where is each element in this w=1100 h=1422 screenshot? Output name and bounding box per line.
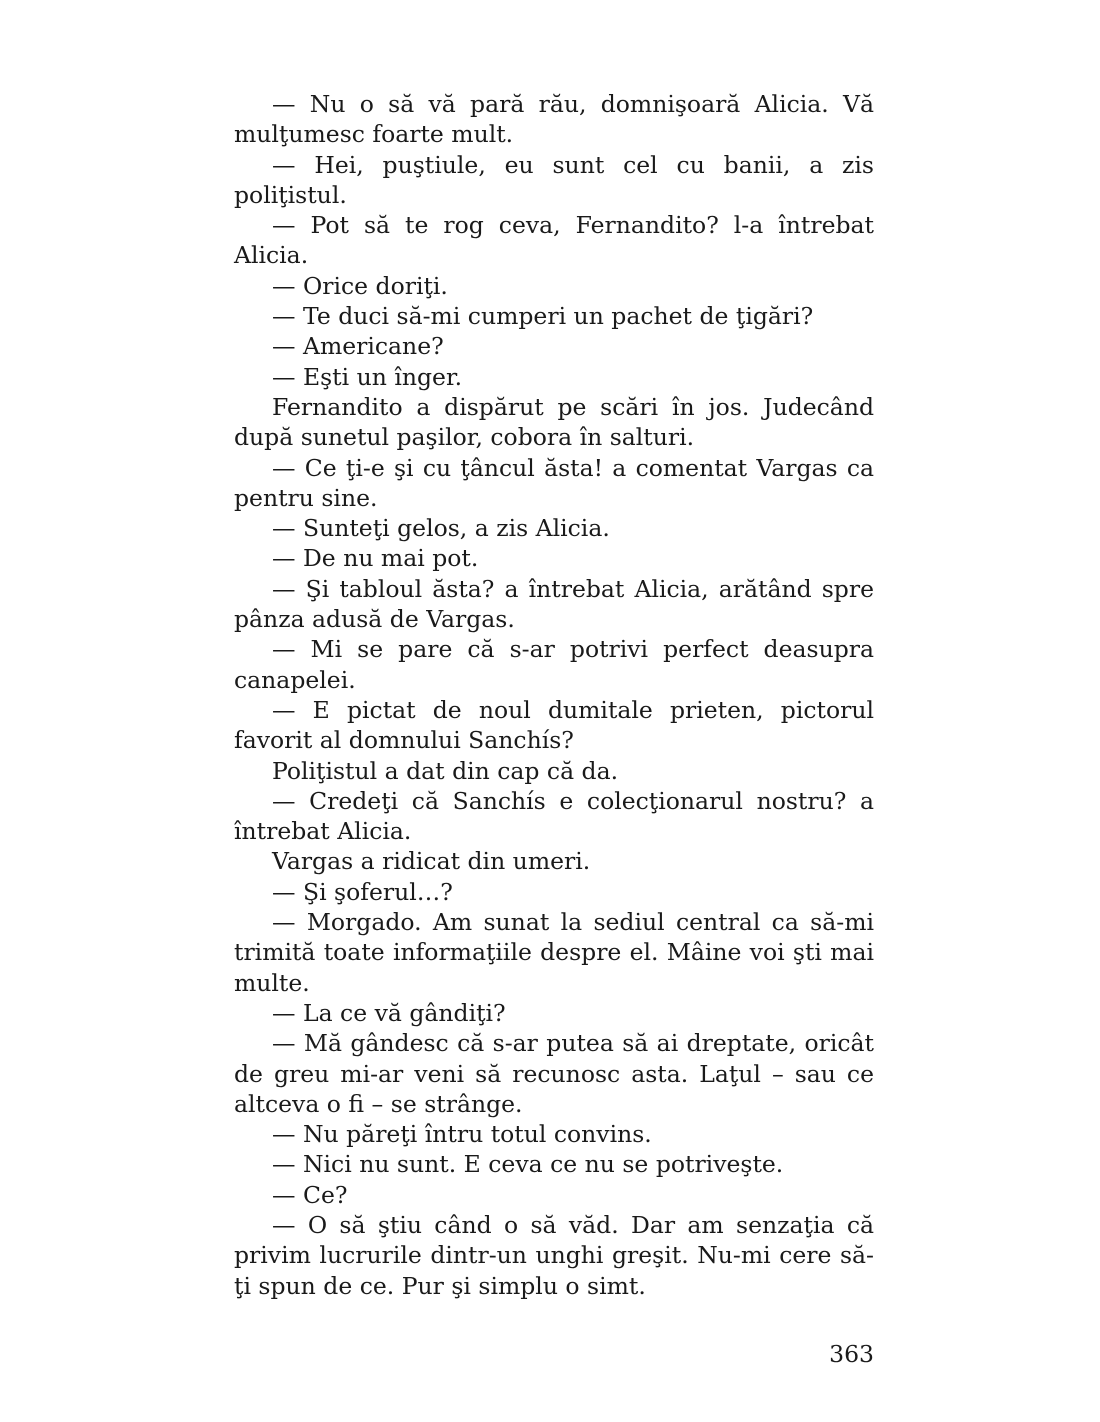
paragraph: — Ce? xyxy=(272,1180,348,1209)
paragraph: — O să ştiu când o să văd. Dar am senzaţia că privim lucrurile dintr-un unghi greşit. Nu-mi cere să-ţi spun de ce. Pur şi simplu o simt. xyxy=(234,1210,874,1300)
paragraph: — Nici nu sunt. E ceva ce nu se potriveşte. xyxy=(272,1150,784,1179)
paragraph: — Şi tabloul ăsta? a întrebat Alicia, arătând spre pânza adusă de Vargas. xyxy=(234,574,874,634)
paragraph: — Americane? xyxy=(272,332,444,361)
paragraph: Fernandito a dispărut pe scări în jos. Judecând după sunetul paşilor, cobora în salturi. xyxy=(234,392,874,452)
page-text xyxy=(234,89,874,1301)
paragraph: — Nu o să vă pară rău, domnişoară Alicia. Vă mulţumesc foarte mult. xyxy=(234,90,874,149)
paragraph: — Credeţi că Sanchís e colecţionarul nostru? a întrebat Alicia. xyxy=(234,786,874,846)
paragraph: Vargas a ridicat din umeri. xyxy=(272,847,591,876)
paragraph: — Hei, puştiule, eu sunt cel cu banii, a zis poliţistul. xyxy=(234,150,874,209)
paragraph: — Orice doriţi. xyxy=(272,271,448,300)
paragraph: — Sunteţi gelos, a zis Alicia. xyxy=(272,514,610,543)
paragraph: — Nu păreţi întru totul convins. xyxy=(272,1120,652,1149)
paragraph: Poliţistul a dat din cap că da. xyxy=(272,756,619,785)
paragraph: — Eşti un înger. xyxy=(272,362,463,391)
paragraph: — Mi se pare că s-ar potrivi perfect deasupra canapelei. xyxy=(234,635,874,694)
paragraph: — E pictat de noul dumitale prieten, pictorul favorit al domnului Sanchís? xyxy=(234,695,874,755)
paragraph: — Ce ţi-e şi cu ţâncul ăsta! a comentat Vargas ca pentru sine. xyxy=(234,453,874,512)
paragraph: — La ce vă gândiţi? xyxy=(272,998,506,1027)
paragraph: — Morgado. Am sunat la sediul central ca să-mi trimită toate informaţiile despre el. Mâine voi şti mai multe. xyxy=(234,908,874,997)
paragraph: — Pot să te rog ceva, Fernandito? l-a întrebat Alicia. xyxy=(234,211,874,270)
paragraph: — Mă gândesc că s-ar putea să ai dreptate, oricât de greu mi-ar veni să recunosc asta. Laţul – sau ce altceva o fi – se strânge. xyxy=(234,1029,874,1118)
paragraph: — Te duci să-mi cumperi un pachet de ţigări? xyxy=(272,302,814,331)
paragraph: — Şi şoferul…? xyxy=(272,877,453,906)
paragraph: — De nu mai pot. xyxy=(272,544,479,573)
page-number: 363 xyxy=(829,1340,874,1368)
